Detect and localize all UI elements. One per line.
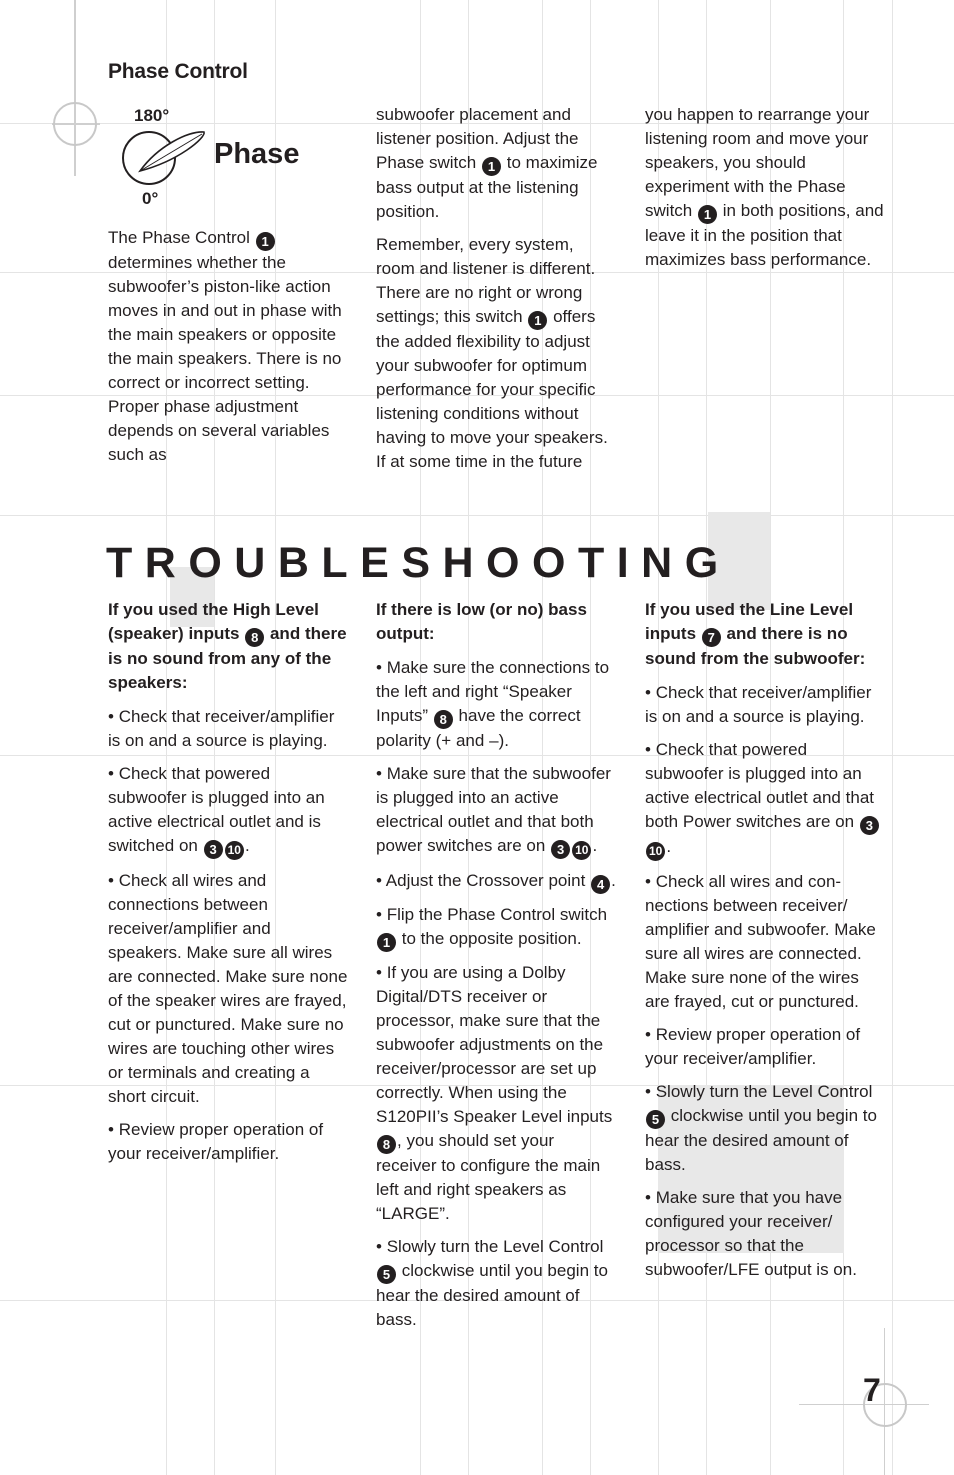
callout-number-icon: 3 — [860, 816, 879, 835]
callout-number-icon: 10 — [646, 842, 665, 861]
callout-number-icon: 8 — [245, 628, 264, 647]
troubleshooting-item: • Make sure that you have configured your receiver/ processor so that the subwoofer/LFE output is on. — [645, 1188, 857, 1279]
dial-top-label: 180° — [134, 106, 170, 125]
troubleshooting-item: • Check all wires and con-nections between receiver/ amplifier and subwoofer. Make sure all wires are connected. Make sure none of the wires are frayed, cut or punctured. — [645, 872, 876, 1011]
callout-number-icon: 5 — [377, 1265, 396, 1284]
troubleshooting-item: • Make sure the connections to the left and right “Speaker Inputs” 8 have the correct polarity (+ and –). — [376, 658, 610, 750]
troubleshooting-item: • Check that receiver/amplifier is on and a source is playing. — [645, 683, 872, 726]
troubleshooting-item: • Slowly turn the Level Control 5 clockwise until you begin to hear the desired amount of bass. — [645, 1082, 877, 1174]
callout-number-icon: 10 — [572, 841, 591, 860]
troubleshooting-item: • Review proper operation of your receiver/amplifier. — [108, 1120, 324, 1163]
troubleshooting-item: • Check that powered subwoofer is plugged into an active electrical outlet and that both Power switches are on 310 . — [645, 738, 885, 861]
callout-number-icon: 1 — [256, 232, 275, 251]
section-title-phase-control: Phase Control — [108, 60, 248, 83]
phase-dial-illustration — [118, 106, 298, 210]
callout-number-icon: 7 — [702, 628, 721, 647]
dial-bottom-label: 0° — [142, 189, 159, 208]
phase-column-3 — [645, 103, 885, 272]
callout-number-icon: 4 — [591, 875, 610, 894]
callout-number-icon: 8 — [377, 1135, 396, 1154]
troubleshooting-item: • Check all wires and connections between receiver/amplifier and speakers. Make sure all wires are connected. Make sure none of the speaker wires are frayed, cut or punctured. Make sure no wires are touching other wires or terminals and creating a short circuit. — [108, 871, 348, 1106]
registration-mark-line — [74, 0, 76, 176]
troubleshooting-question: If there is low (or no) bass output: — [376, 600, 587, 643]
troubleshooting-item: • If you are using a Dolby Digital/DTS receiver or processor, make sure that the subwoofer adjustments on the receiver/processor are set up correctly. When using the S120PII’s Speaker Level inputs 8 , you should set your receiver to configure the main left and right speakers as “LARGE”. — [376, 963, 613, 1223]
troubleshooting-item: • Check that receiver/amplifier is on and a source is playing. — [108, 707, 335, 750]
troubleshooting-question: If you used the Line Level inputs 7 and there is no sound from the subwoofer: — [645, 600, 866, 668]
phase-knob-icon — [118, 126, 218, 196]
phase-paragraph: Remember, every system, room and listener is different. There are no right or wrong settings; this switch 1 offers the added flexibility to adjust your subwoofer for optimum performance for your specific listening conditions without having to move your speakers. If at some time in the future — [376, 235, 608, 471]
troubleshooting-heading: TROUBLESHOOTING — [106, 539, 731, 587]
phase-paragraph: The Phase Control 1 determines whether the subwoofer’s piston-like action moves in and out in phase with the main speakers or opposite the main speakers. There is no correct or incorrect setting. Proper phase adjustment depends on several variables such as — [108, 228, 342, 464]
callout-number-icon: 8 — [434, 710, 453, 729]
page-number: 7 — [863, 1372, 881, 1408]
callout-number-icon: 1 — [698, 205, 717, 224]
troubleshooting-item: • Make sure that the subwoofer is plugged into an active electrical outlet and that both power switches are on 3 10 . — [376, 762, 616, 860]
troubleshooting-item: • Check that powered subwoofer is plugged into an active electrical outlet and is switched on 3 10 . — [108, 762, 348, 860]
troubleshooting-question: If you used the High Level (speaker) inputs 8 and there is no sound from any of the speakers: — [108, 600, 347, 692]
troubleshooting-column-1 — [108, 598, 348, 1166]
troubleshooting-item: • Review proper operation of your receiver/amplifier. — [645, 1025, 861, 1068]
callout-number-icon: 1 — [482, 157, 501, 176]
callout-number-icon: 3 — [551, 840, 570, 859]
phase-column-1 — [108, 226, 348, 467]
troubleshooting-item: • Adjust the Crossover point 4 . — [376, 871, 616, 892]
troubleshooting-item: • Slowly turn the Level Control 5 clockwise until you begin to hear the desired amount of bass. — [376, 1237, 608, 1329]
phase-column-2 — [376, 103, 616, 474]
phase-paragraph: subwoofer placement and listener position. Adjust the Phase switch 1 to maximize bass output at the listening position. — [376, 105, 598, 221]
registration-mark-circle — [53, 102, 97, 146]
callout-number-icon: 1 — [528, 311, 547, 330]
callout-number-icon: 1 — [377, 933, 396, 952]
troubleshooting-column-3 — [645, 598, 885, 1282]
dial-phase-word: Phase — [214, 138, 300, 170]
callout-number-icon: 5 — [646, 1110, 665, 1129]
phase-paragraph: you happen to rearrange your listening room and move your speakers, you should experiment with the Phase switch 1 in both positions, and leave it in the position that maximizes bass performance. — [645, 105, 884, 269]
callout-number-icon: 10 — [225, 841, 244, 860]
callout-number-icon: 3 — [204, 840, 223, 859]
troubleshooting-item: • Flip the Phase Control switch 1 to the opposite position. — [376, 905, 608, 950]
troubleshooting-column-2 — [376, 598, 616, 1332]
